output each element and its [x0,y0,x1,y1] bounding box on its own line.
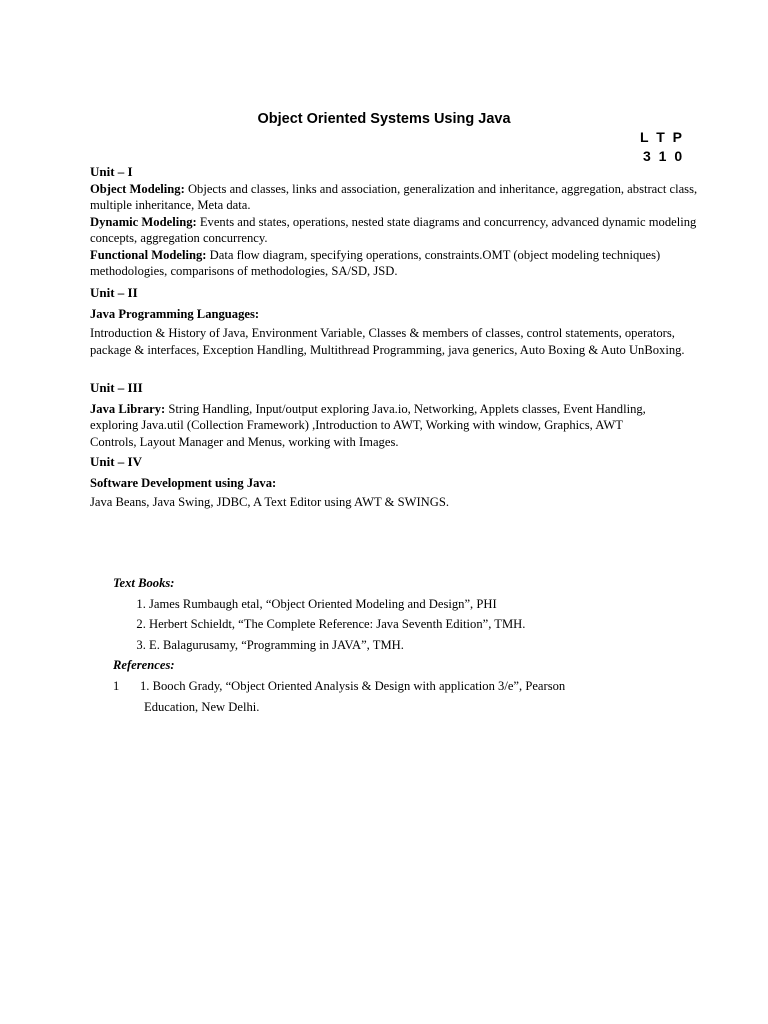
unit-3-text [90,401,670,451]
list-item: 1. James Rumbaugh etal, “Object Oriented Modeling and Design”, PHI [149,594,633,615]
paragraph-text: Data flow diagram, specifying operations, constraints.OMT (object modeling techniques) methodologies, comparisons of methodologies, SA/SD, JSD. [90,247,661,278]
ltp-letters: L T P [640,129,684,145]
text-books-list [113,594,633,656]
item-marker: 1. [140,679,150,693]
unit-3-section [90,380,670,450]
paragraph-text: Events and states, operations, nested state diagrams and concurrency, advanced dynamic modeling concepts, aggregation concurrency. [90,214,697,245]
text-books-heading: Text Books: [113,576,175,590]
unit-2-text: Introduction & History of Java, Environment Variable, Classes & members of classes, control statements, operators, package & interfaces, Exception Handling, Multithread Programming, java generics, Auto Boxing & Auto UnBoxing. [90,326,685,357]
unit-1-dynamic-modeling [90,214,730,247]
unit-1-section [90,164,730,280]
references-outer-marker: 1 [113,679,120,693]
item-text: Booch Grady, “Object Oriented Analysis & Design with application 3/e”, Pearson [152,679,566,693]
list-item [140,676,620,697]
list-item: 3. E. Balagurusamy, “Programming in JAVA”, TMH. [149,635,633,656]
unit-2-section [90,285,690,358]
paragraph-label: Object Modeling: [90,181,185,196]
references-heading: References: [113,658,175,672]
unit-3-heading: Unit – III [90,380,143,395]
unit-1-heading: Unit – I [90,164,133,179]
unit-2-heading: Unit – II [90,285,138,300]
page-title: Object Oriented Systems Using Java [257,111,511,127]
unit-4-heading: Unit – IV [90,454,143,469]
paragraph-label: Dynamic Modeling: [90,214,197,229]
list-item: 2. Herbert Schieldt, “The Complete Reference: Java Seventh Edition”, TMH. [149,614,633,635]
unit-2-subheading: Java Programming Languages: [90,306,260,321]
paragraph-text: String Handling, Input/output exploring Java.io, Networking, Applets classes, Event Handling, exploring Java.util (Collection Framework) ,Introduction to AWT, Working with window, Graphics, AWT Controls, Layout Manager and Menus, working with Images. [90,401,646,449]
unit-4-section [90,454,730,511]
text-books-section [113,573,633,676]
unit-1-functional-modeling [90,247,730,280]
unit-4-text: Java Beans, Java Swing, JDBC, A Text Editor using AWT & SWINGS. [90,495,450,509]
paragraph-text: Objects and classes, links and association, generalization and inheritance, aggregation, abstract class, multiple inheritance, Meta data. [90,181,698,212]
paragraph-label: Functional Modeling: [90,247,207,262]
unit-1-object-modeling [90,181,730,214]
ltp-values: 3 1 0 [643,148,685,164]
references-list [140,676,620,717]
paragraph-label: Java Library: [90,401,166,416]
item-continuation: Education, New Delhi. [144,699,260,714]
ltp-block [640,128,684,166]
unit-4-subheading: Software Development using Java: [90,475,277,490]
